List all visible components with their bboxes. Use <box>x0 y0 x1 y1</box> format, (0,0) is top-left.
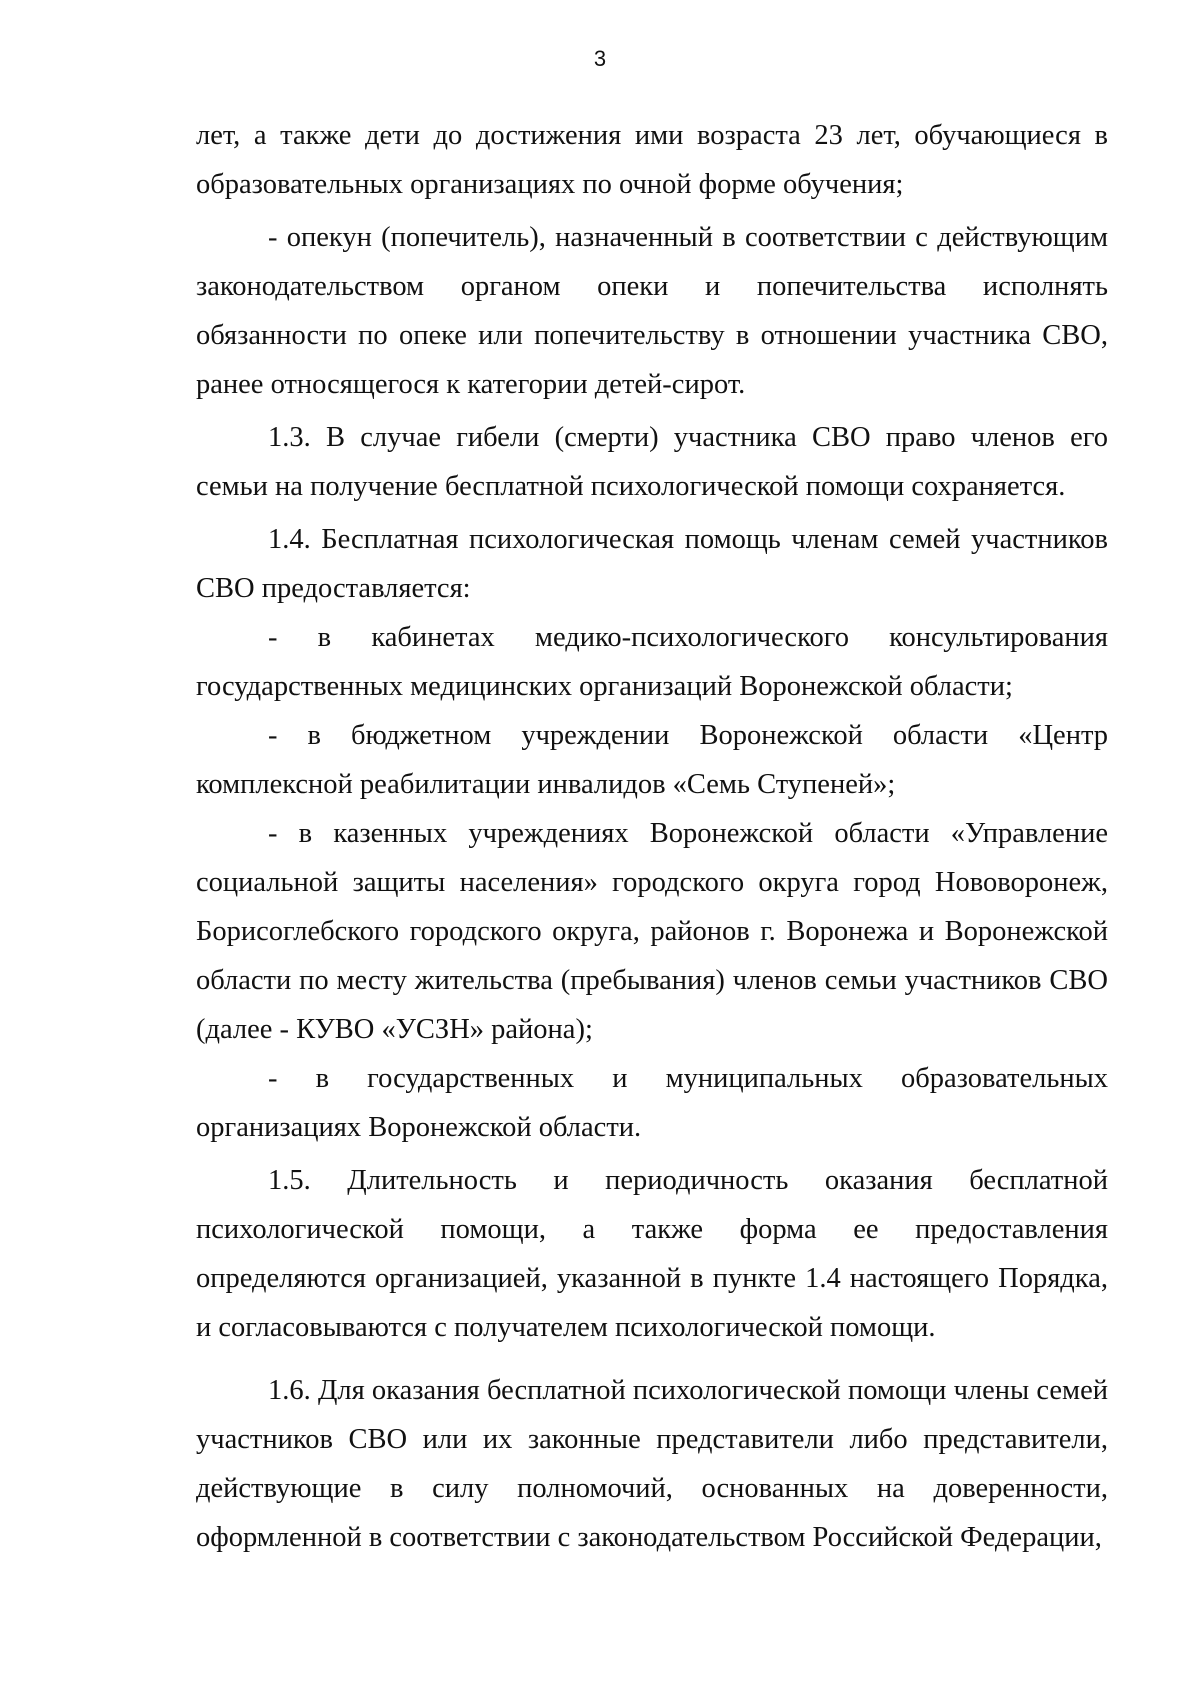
document-body <box>196 111 1108 1562</box>
paragraph-1-5: 1.5. Длительность и периодичность оказания бесплатной психологической помощи, а также форма ее предоставления определяются организацией, указанной в пункте 1.4 настоящего Порядка, и согласовываются с получателем психологической помощи. <box>196 1165 1108 1343</box>
paragraph-1-4: 1.4. Бесплатная психологическая помощь членам семей участников СВО предоставляется: <box>196 524 1108 604</box>
list-item-rehab-center: - в бюджетном учреждении Воронежской области «Центр комплексной реабилитации инвалидов «Семь Ступеней»; <box>196 720 1108 800</box>
paragraph-guardian: - опекун (попечитель), назначенный в соответствии с действующим законодательством органом опеки и попечительства исполнять обязанности по опеке или попечительству в отношении участника СВО, ранее относящегося к категории детей-сирот. <box>196 222 1108 400</box>
list-item-educational: - в государственных и муниципальных образовательных организациях Воронежской области. <box>196 1063 1108 1143</box>
paragraph-continuation: лет, а также дети до достижения ими возраста 23 лет, обучающиеся в образовательных организациях по очной форме обучения; <box>196 120 1108 200</box>
list-item-social-protection: - в казенных учреждениях Воронежской области «Управление социальной защиты населения» городского округа город Нововоронеж, Борисоглебского городского округа, районов г. Воронежа и Воронежской области по месту жительства (пребывания) членов семьи участников СВО (далее - КУВО «УСЗН» района); <box>196 818 1108 1045</box>
list-item-medical: - в кабинетах медико-психологического консультирования государственных медицинских организаций Воронежской области; <box>196 622 1108 702</box>
paragraph-1-6: 1.6. Для оказания бесплатной психологической помощи члены семей участников СВО или их законные представители либо представители, действующие в силу полномочий, основанных на доверенности, оформленной в соответствии с законодательством Российской Федерации, <box>196 1375 1108 1553</box>
paragraph-1-3: 1.3. В случае гибели (смерти) участника СВО право членов его семьи на получение бесплатной психологической помощи сохраняется. <box>196 422 1108 502</box>
page-number: 3 <box>593 46 607 71</box>
